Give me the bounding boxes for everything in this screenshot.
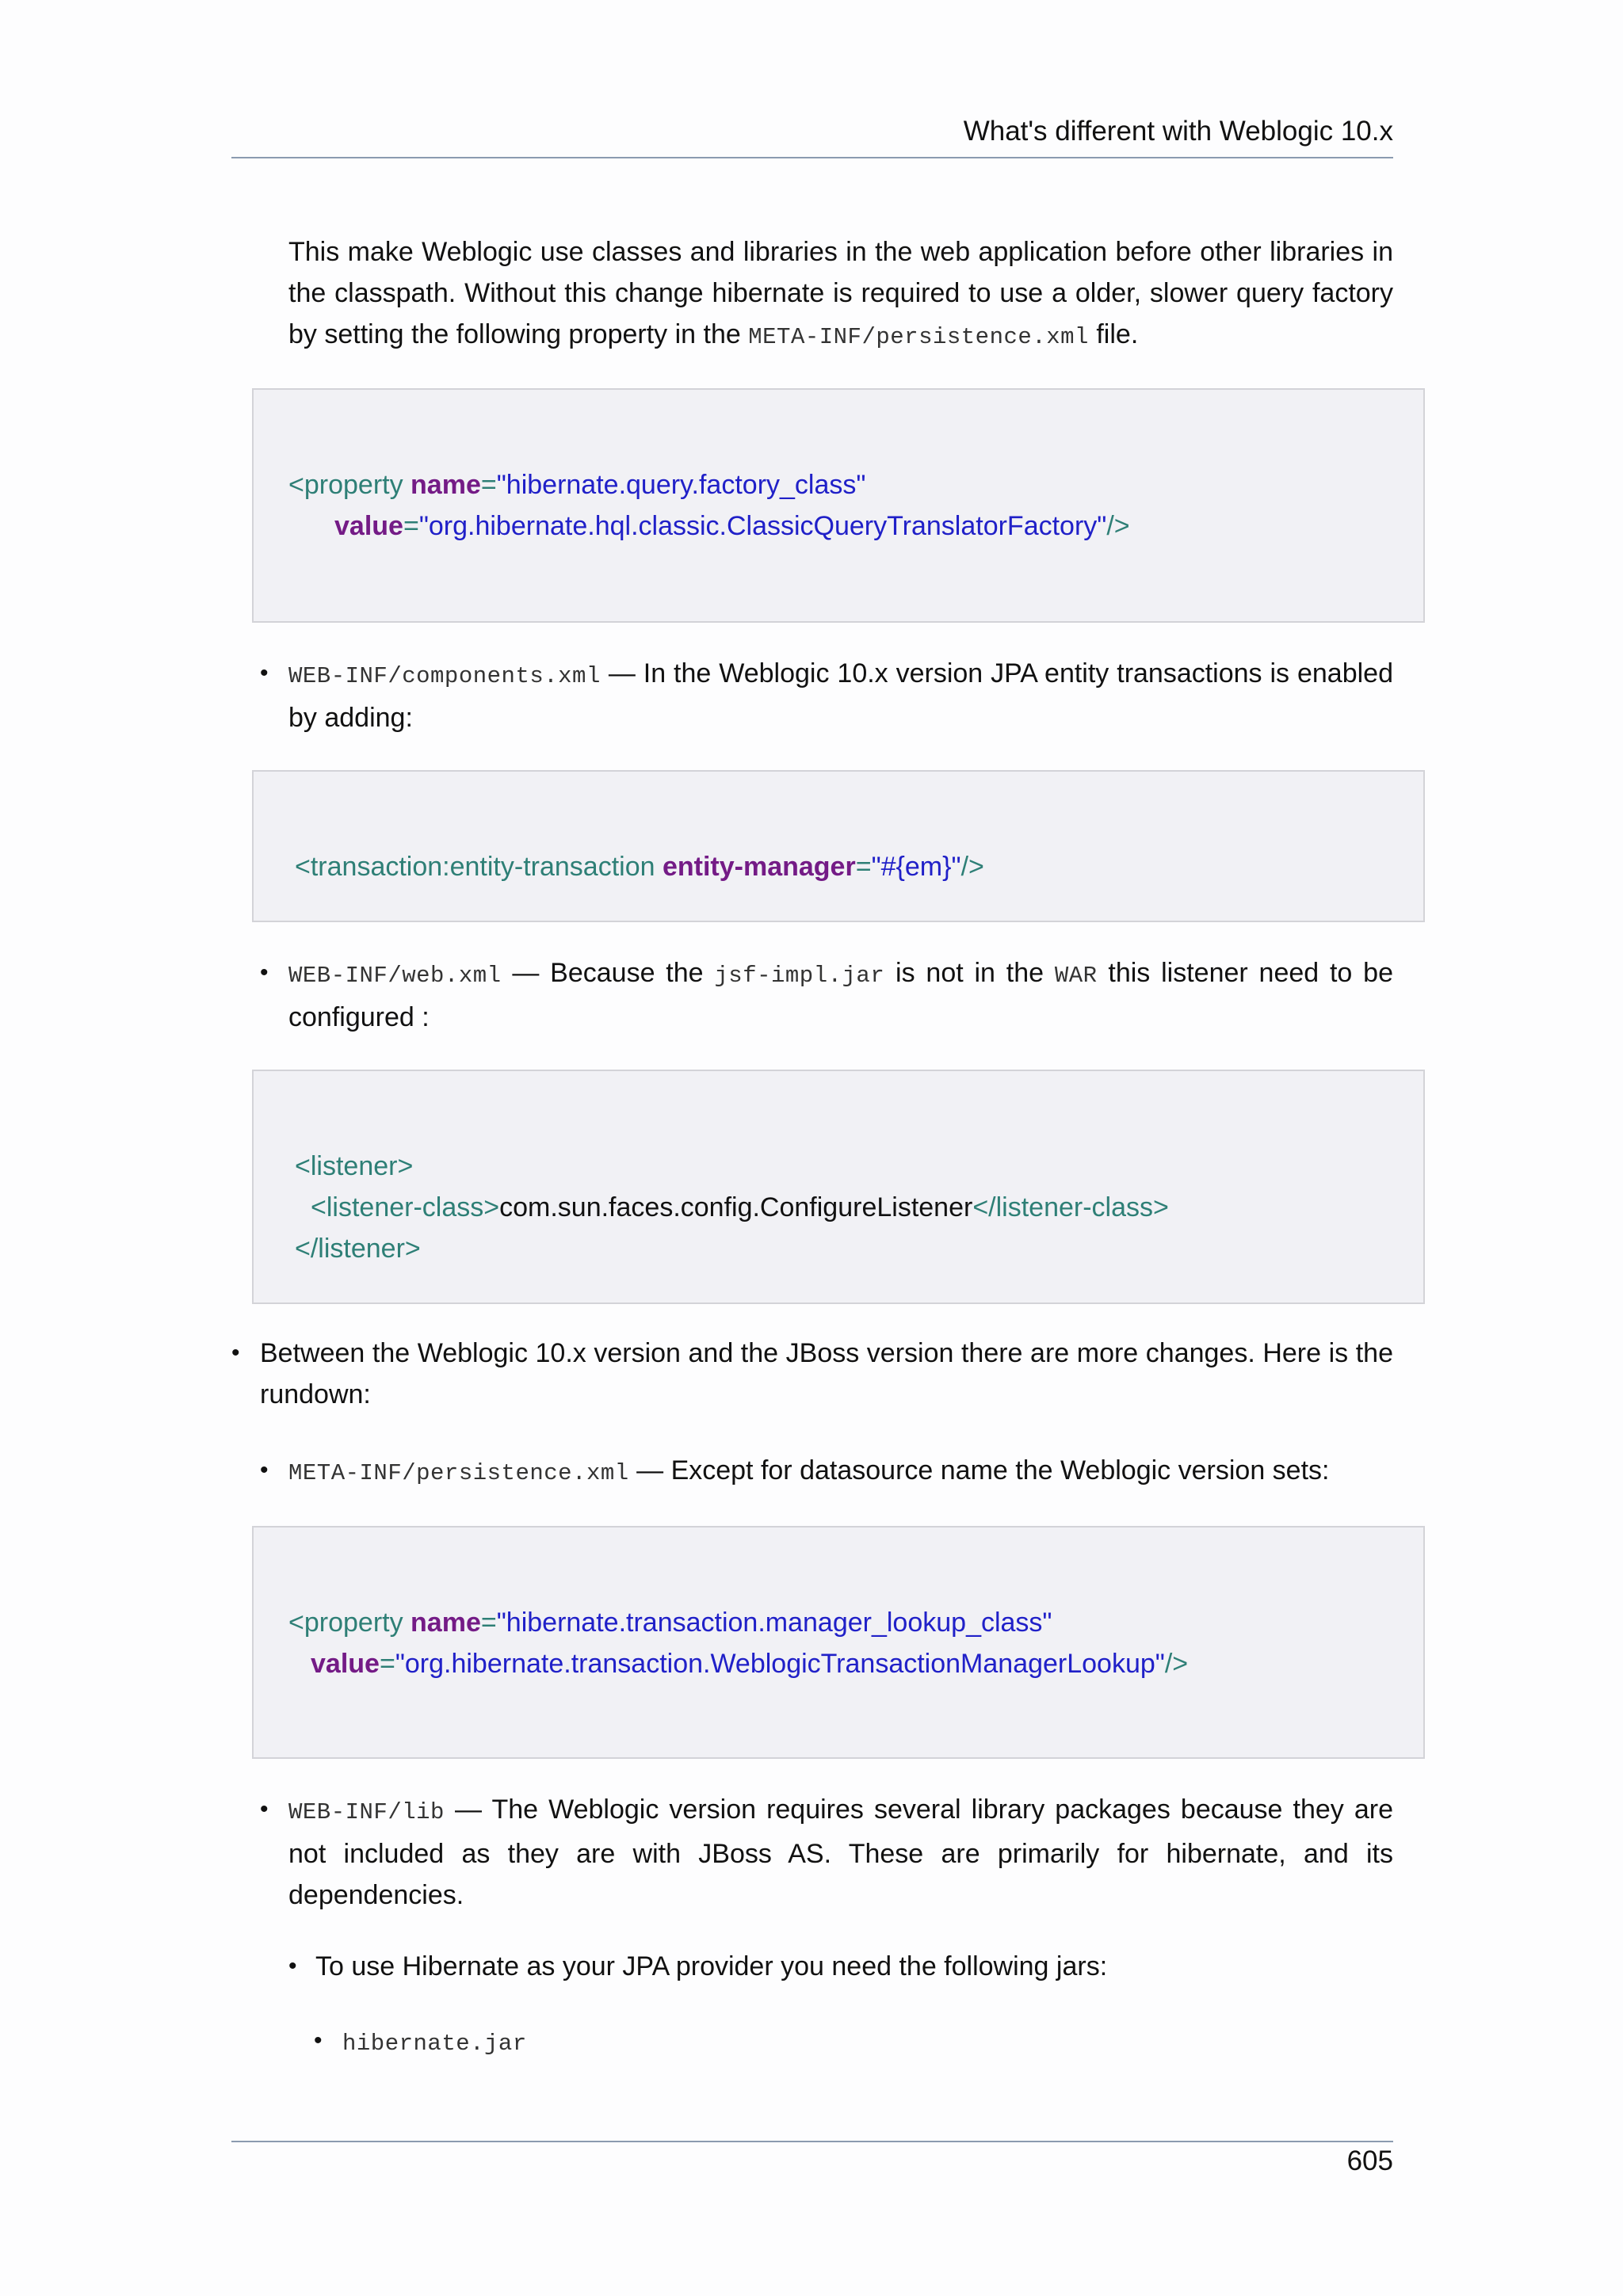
code-line [288,1602,1052,1643]
bullet-icon: • [314,2027,323,2054]
bullet-icon: • [260,959,269,986]
bullet-icon: • [260,1796,269,1822]
list-item-text: this listener need to be configured : [288,958,1393,1032]
list-item-lib [288,1789,1393,1916]
xml-attribute: name [411,1608,481,1638]
xml-tag: <listener-class> [311,1192,500,1222]
code-block-listener [252,1070,1425,1304]
bullet-icon: • [231,1340,240,1366]
list-item-web-xml [288,952,1393,1038]
intro-text-start: This make Weblogic use classes and libraries in the web application before other libraries in the classpath. Without this change hibernate is required to use a older, slower query factory by setting the following property in the [288,237,1393,349]
code-line [334,505,1130,547]
list-item-hibernate-provider: To use Hibernate as your JPA provider you need the following jars: [315,1951,1108,1981]
list-item-text: — In the Weblogic 10.x version JPA entity transactions is enabled by adding: [288,658,1393,733]
bullet-icon: • [260,1457,269,1483]
xml-equals: = [480,1608,497,1638]
intro-inline-code: META-INF/persistence.xml [748,324,1089,350]
xml-value: "hibernate.transaction.manager_lookup_class" [496,1608,1052,1638]
xml-attribute: entity-manager [662,852,856,882]
xml-tag: <property [288,1608,411,1638]
page-header [231,116,1393,158]
list-item-components [288,653,1393,738]
xml-equals: = [379,1649,395,1679]
inline-code: jsf-impl.jar [714,963,885,989]
xml-tag: /> [1106,511,1130,541]
bullet-icon: • [288,1953,297,1979]
xml-value: "hibernate.query.factory_class" [496,470,866,500]
bullet-icon: • [260,660,269,686]
inline-code: WEB-INF/web.xml [288,963,502,989]
xml-value: "org.hibernate.transaction.WeblogicTransactionManagerLookup" [395,1649,1165,1679]
list-item-between: Between the Weblogic 10.x version and the JBoss version there are more changes. Here is the rundown: [260,1338,1393,1409]
xml-value: "#{em}" [871,852,961,882]
list-item-text: — Because the [501,958,715,988]
xml-tag: </listener-class> [972,1192,1169,1222]
intro-paragraph [288,231,1393,358]
xml-attribute: value [311,1649,380,1679]
xml-tag: /> [960,852,984,882]
list-item-text: — The Weblogic version requires several library packages because they are not included as they are with JBoss AS. These are primarily for hibernate, and its dependencies. [288,1794,1393,1910]
xml-tag: <property [288,470,411,500]
code-block-entity-transaction [252,770,1425,922]
list-item-text: is not in the [884,958,1055,988]
xml-equals: = [480,470,497,500]
code-line [295,1146,413,1187]
xml-equals: = [403,511,419,541]
footer-rule [231,2141,1393,2142]
xml-attribute: value [334,511,403,541]
inline-code: META-INF/persistence.xml [288,1460,629,1486]
inline-code: WEB-INF/lib [288,1799,445,1825]
code-block-transaction-lookup [252,1526,1425,1759]
xml-tag: </listener> [295,1234,421,1264]
xml-value: "org.hibernate.hql.classic.ClassicQueryTranslatorFactory" [418,511,1107,541]
code-line [295,846,984,887]
inline-code: WEB-INF/components.xml [288,663,601,689]
inline-code: hibernate.jar [342,2031,527,2057]
code-line [288,464,865,505]
code-block-query-factory [252,388,1425,623]
xml-equals: = [855,852,872,882]
list-item-persistence [288,1450,1393,1494]
code-line [295,1228,421,1269]
xml-tag: <listener> [295,1151,414,1181]
xml-tag: /> [1164,1649,1189,1679]
xml-attribute: name [411,470,481,500]
running-header-title: What's different with Weblogic 10.x [963,116,1393,147]
xml-text: com.sun.faces.config.ConfigureListener [499,1192,973,1222]
code-line [311,1187,1169,1228]
code-line [311,1643,1188,1684]
page-number: 605 [1346,2145,1393,2176]
intro-text-end: file. [1088,319,1139,349]
list-item-hibernate-jar [342,2020,1393,2065]
xml-tag: <transaction:entity-transaction [295,852,663,882]
list-item-text: — Except for datasource name the Weblogic version sets: [628,1455,1330,1486]
inline-code: WAR [1054,963,1098,989]
